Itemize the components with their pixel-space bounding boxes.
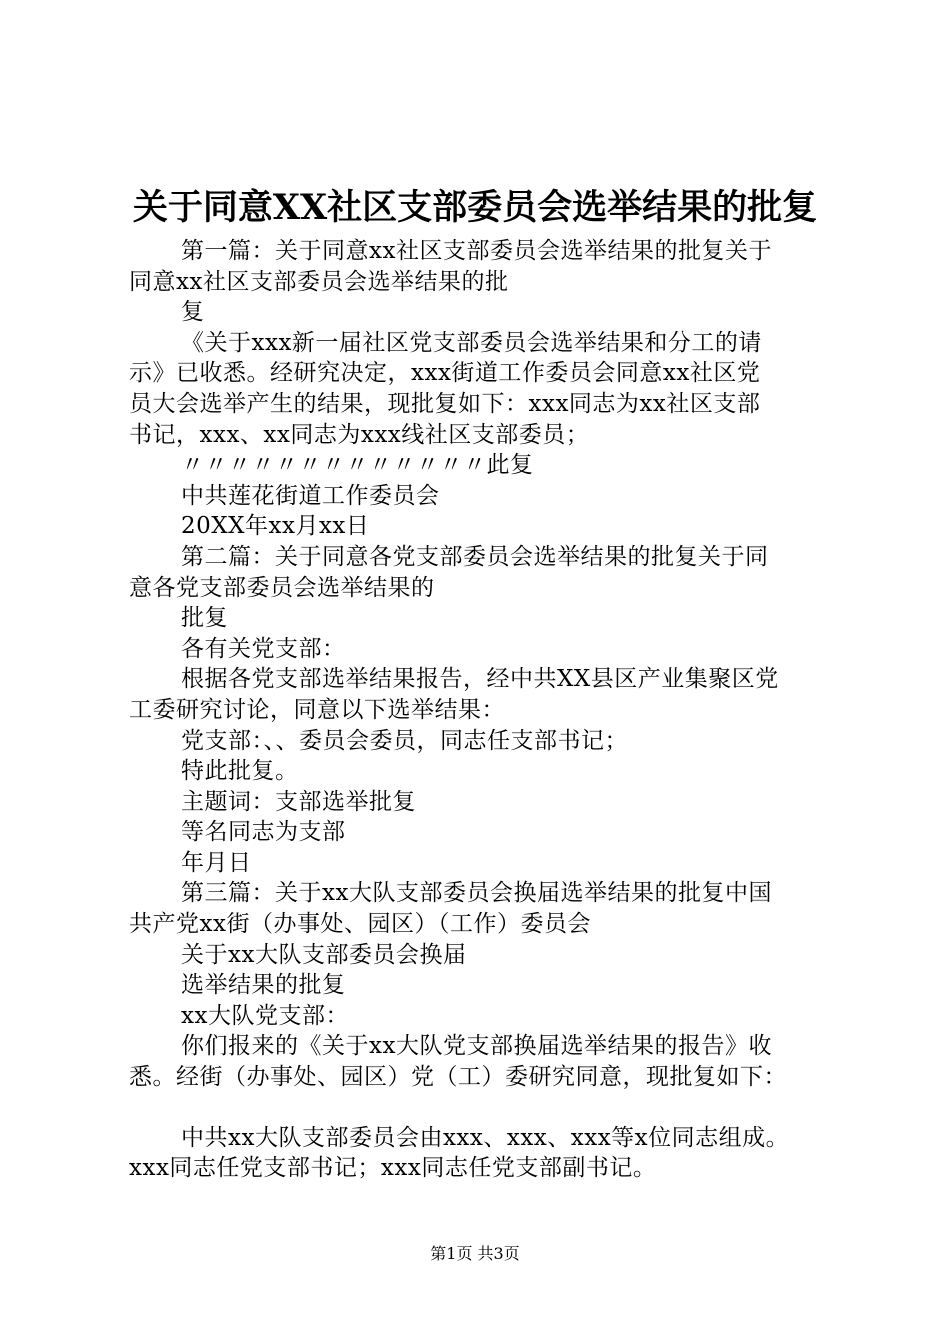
text-line: 关于xx大队支部委员会换届 — [181, 941, 467, 968]
text-line: 工委研究讨论，同意以下选举结果： — [129, 696, 505, 723]
text-line: 《关于xxx新一届社区党支部委员会选举结果和分工的请 — [181, 329, 762, 356]
text-line: 第一篇：关于同意xx社区支部委员会选举结果的批复关于 — [181, 238, 772, 264]
text-line: 示》已收悉。经研究决定，xxx街道工作委员会同意xx社区党 — [129, 360, 761, 387]
page-footer: 第1页 共3页 — [430, 1244, 520, 1263]
text-line: 各有关党支部： — [181, 635, 346, 662]
text-line: 中共莲花街道工作委员会 — [181, 482, 440, 509]
text-line: 第二篇：关于同意各党支部委员会选举结果的批复关于同 — [181, 543, 769, 570]
text-line: 根据各党支部选举结果报告，经中共XX县区产业集聚区党 — [181, 666, 779, 693]
text-line: xxx同志任党支部书记；xxx同志任党支部副书记。 — [129, 1155, 657, 1182]
text-line: 悉。经街（办事处、园区）党（工）委研究同意，现批复如下： — [129, 1064, 787, 1091]
text-line: 复 — [181, 299, 205, 326]
text-line: 共产党xx街（办事处、园区）（工作）委员会 — [129, 911, 591, 938]
text-line: 〃〃〃〃〃〃〃〃〃〃〃〃〃此复 — [181, 452, 534, 479]
text-line: xx大队党支部： — [181, 1002, 349, 1029]
text-line: 员大会选举产生的结果，现批复如下：xxx同志为xx社区支部 — [129, 390, 761, 417]
text-line: 你们报来的《关于xx大队党支部换届选举结果的报告》收 — [181, 1033, 772, 1060]
text-line: 20XX年xx月xx日 — [181, 513, 370, 540]
text-line: 年月日 — [181, 849, 252, 876]
text-line: 党支部：、、委员会委员，同志任支部书记； — [181, 727, 628, 754]
text-line: 书记，xxx、xx同志为xxx线社区支部委员； — [129, 421, 590, 448]
document-body — [129, 236, 834, 1184]
text-line: 选举结果的批复 — [181, 972, 346, 999]
text-line: 主题词：支部选举批复 — [181, 788, 416, 815]
paragraph-gap — [129, 1093, 834, 1123]
text-line: 批复 — [181, 605, 228, 632]
text-line: 意各党支部委员会选举结果的 — [129, 574, 435, 601]
text-line: 等名同志为支部 — [181, 819, 346, 846]
text-line: 第三篇：关于xx大队支部委员会换届选举结果的批复中国 — [181, 880, 772, 907]
document-title: 关于同意XX社区支部委员会选举结果的批复 — [132, 187, 818, 228]
text-line: 同意xx社区支部委员会选举结果的批 — [129, 268, 509, 295]
text-line: 特此批复。 — [181, 758, 299, 785]
text-line: 中共xx大队支部委员会由xxx、xxx、xxx等x位同志组成。 — [181, 1124, 790, 1151]
